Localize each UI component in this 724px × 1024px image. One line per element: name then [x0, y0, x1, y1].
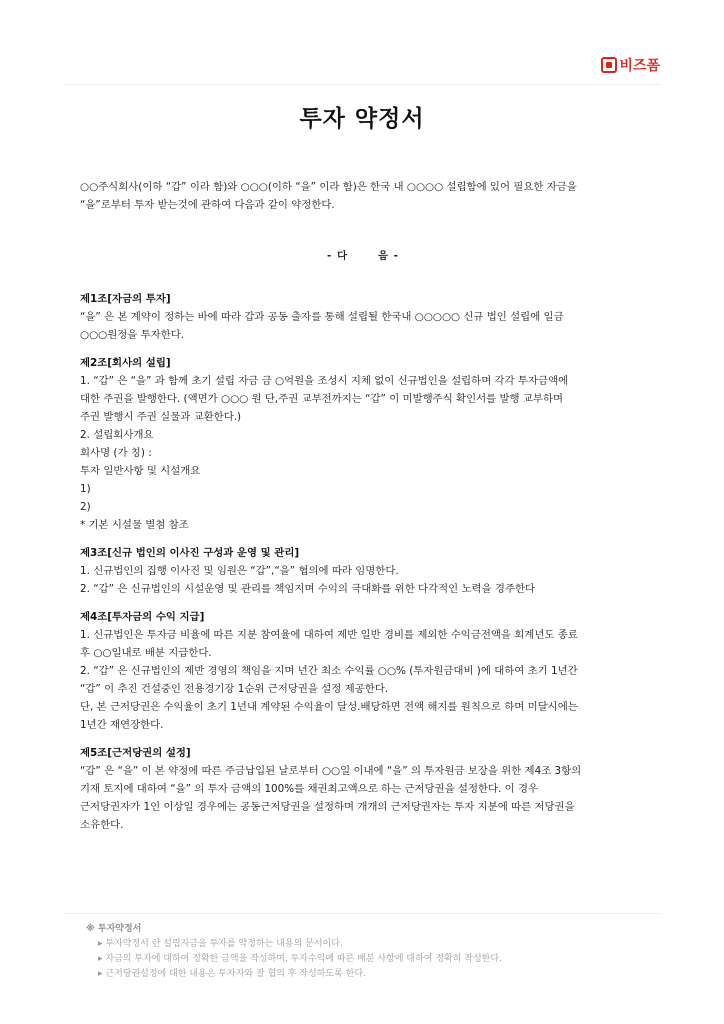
article-line: “갑” 이 추진 건설중인 전용경기장 1순위 근저당권을 설정 제공한다. — [80, 683, 389, 695]
bizforms-logo-text: 비즈폼 — [619, 58, 660, 74]
article-line: * 기본 시설물 별첨 참조 — [80, 519, 189, 531]
document-body — [80, 178, 646, 844]
note-item: ▸ 근저당권설정에 대한 내용은 투자자와 잘 협의 후 작성하도록 한다. — [98, 967, 646, 982]
usage-notes — [86, 922, 646, 982]
article-line: 단, 본 근저당권은 수익율이 초기 1년내 계약된 수익율이 달성.배당하면 전액 해지를 원칙으로 하며 미달시에는 — [80, 701, 578, 713]
notes-list — [86, 937, 646, 982]
intro-line: ○○주식회사(이하 “갑” 이라 함)와 ○○○(이하 “을” 이라 함)은 한국 내 ○○○○ 설립함에 있어 필요한 자금을 — [80, 181, 577, 193]
article-line: 투자 일반사항 및 시설개요 — [80, 465, 201, 477]
article-heading: 제2조[회사의 설립] — [80, 357, 171, 369]
article-line: 1. 신규법인은 투자금 비율에 따른 지분 참여율에 대하여 제반 일반 경비를 제외한 수익금전액을 회계년도 종료 — [80, 629, 578, 641]
article-line: 2. 설립회사개요 — [80, 429, 154, 441]
document-title: 투자 약정서 — [299, 106, 425, 132]
article-3 — [80, 544, 646, 598]
article-line: ○○○원정을 투자한다. — [80, 329, 185, 341]
intro-line: “을”로부터 투자 받는것에 관하여 다음과 같이 약정한다. — [80, 199, 335, 211]
da-eum-right: 음 - — [378, 250, 399, 262]
da-eum-heading — [80, 247, 646, 265]
intro-paragraph — [80, 178, 646, 214]
article-line: 기재 토지에 대하여 “을” 의 투자 금액의 100%를 채권최고액으로 하는 근저당권을 설정한다. 이 경우 — [80, 783, 539, 795]
note-item: ▸ 자금의 투자에 대하여 정확한 금액을 작성하며, 투자수익에 따른 배분 사항에 대하여 정확히 작성한다. — [98, 952, 646, 967]
header-divider — [64, 84, 660, 85]
article-line: 2) — [80, 501, 91, 513]
article-2 — [80, 354, 646, 534]
notes-heading: ※ 투자약정서 — [86, 924, 142, 934]
article-line: 주권 발행시 주권 실물과 교환한다.) — [80, 411, 242, 423]
article-line: 2. “갑” 은 신규법인의 제반 경영의 책임을 지며 년간 최소 수익률 ○○% (투자원금대비 )에 대하여 초기 1년간 — [80, 665, 578, 677]
article-heading: 제5조[근저당권의 설정] — [80, 747, 191, 759]
bizforms-logo[interactable] — [601, 55, 660, 75]
note-item: ▸ 투자약정서 란 설립자금을 투자를 약정하는 내용의 문서이다. — [98, 937, 646, 952]
article-1 — [80, 290, 646, 344]
article-line: 소유한다. — [80, 819, 124, 831]
article-heading: 제3조[신규 법인의 이사진 구성과 운영 및 관리] — [80, 547, 300, 559]
article-line: 후 ○○일내로 배분 지급한다. — [80, 647, 212, 659]
article-line: “을” 은 본 계약이 정하는 바에 따라 갑과 공동 출자를 통해 설립될 한국내 ○○○○○ 신규 법인 설립에 일금 — [80, 311, 564, 323]
article-line: 1) — [80, 483, 91, 495]
article-4 — [80, 608, 646, 734]
footer-divider — [64, 913, 660, 914]
bizforms-logo-icon — [601, 57, 617, 73]
article-line: 2. “갑” 은 신규법인의 시설운영 및 관리를 책임지며 수익의 극대화를 위한 다각적인 노력을 경주한다 — [80, 583, 536, 595]
da-eum-left: - 다 — [327, 250, 348, 262]
article-line: 근저당권자가 1인 이상일 경우에는 공동근저당권을 설정하며 개개의 근저당권자는 투자 지분에 따른 저당권을 — [80, 801, 575, 813]
article-5 — [80, 744, 646, 834]
article-line: 1. “갑” 은 “을” 과 함께 초기 설립 자금 금 ○억원을 조성시 지체 없이 신규법인을 설립하며 각각 투자금액에 — [80, 375, 569, 387]
article-line: “갑” 은 “을” 이 본 약정에 따른 주금납입된 날로부터 ○○일 이내에 “을” 의 투자원금 보장을 위한 제4조 3항의 — [80, 765, 582, 777]
article-heading: 제4조[투자금의 수익 지급] — [80, 611, 205, 623]
article-line: 1. 신규법인의 집행 이사진 및 임원은 “갑”,“을” 협의에 따라 임명한다. — [80, 565, 399, 577]
article-line: 1년간 재연장한다. — [80, 719, 164, 731]
article-line: 회사명 (가 칭) : — [80, 447, 152, 459]
article-line: 대한 주권을 발행한다. (액면가 ○○○ 원 단,주권 교부전까지는 “갑” 이 미발행주식 확인서를 발행 교부하며 — [80, 393, 564, 405]
article-heading: 제1조[자금의 투자] — [80, 293, 171, 305]
